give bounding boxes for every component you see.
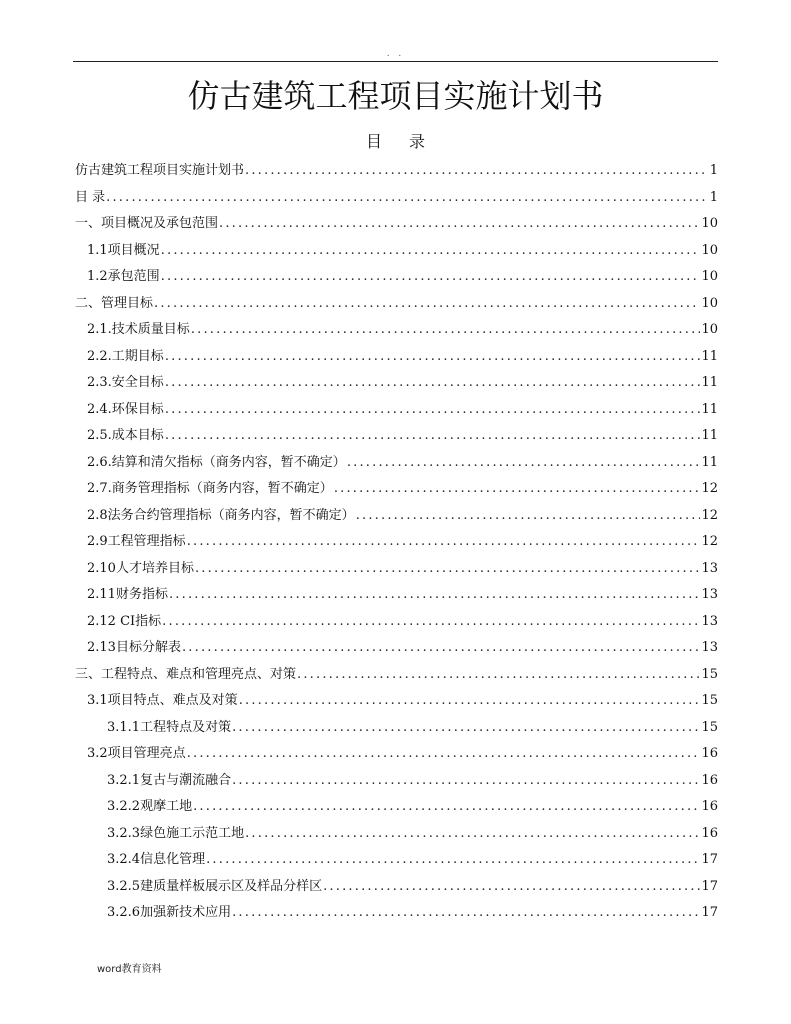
toc-entry-page-number: 17 (701, 852, 718, 867)
toc-entry-page-number: 10 (701, 216, 718, 231)
toc-entry-label: 二、管理目标 (75, 295, 154, 311)
toc-dot-leader (232, 768, 700, 795)
toc-entry[interactable] (73, 529, 718, 556)
toc-entry-label: 3.2.1复古与潮流融合 (107, 772, 232, 788)
toc-entry[interactable] (73, 211, 718, 238)
toc-entry[interactable] (73, 291, 718, 318)
toc-entry-label: 2.9工程管理指标 (87, 534, 186, 549)
toc-entry-page-number: 17 (701, 878, 718, 894)
toc-entry-page-number: 10 (701, 269, 718, 284)
toc-entry[interactable] (73, 238, 718, 265)
toc-entry-page-number: 11 (701, 348, 718, 364)
toc-dot-leader (106, 185, 707, 212)
toc-dot-leader (232, 715, 700, 742)
toc-entry[interactable] (73, 688, 718, 715)
toc-entry[interactable] (73, 609, 718, 636)
toc-dot-leader (161, 264, 701, 291)
toc-entry[interactable] (73, 821, 718, 848)
toc-entry[interactable] (73, 900, 718, 927)
page-header-mark: . . (386, 49, 405, 59)
toc-entry[interactable] (73, 370, 718, 397)
toc-entry-page-number: 10 (701, 295, 718, 311)
toc-entry-label: 3.2.3绿色施工示范工地 (107, 825, 245, 841)
toc-entry-page-number: 1 (709, 189, 718, 205)
toc-entry[interactable] (73, 741, 718, 768)
toc-entry-page-number: 16 (701, 825, 718, 841)
toc-entry[interactable] (73, 317, 718, 344)
toc-entry[interactable] (73, 582, 718, 609)
toc-dot-leader (187, 529, 701, 556)
toc-entry[interactable] (73, 556, 718, 583)
page-footer: word教育资料 (97, 964, 162, 975)
toc-entry-page-number: 10 (701, 322, 718, 337)
toc-entry[interactable] (73, 264, 718, 291)
toc-entry[interactable] (73, 874, 718, 901)
toc-entry-page-number: 15 (701, 719, 718, 735)
toc-heading: 目 录 (365, 132, 426, 151)
toc-entry-label: 2.2.工期目标 (87, 348, 164, 364)
toc-entry-page-number: 10 (701, 242, 718, 258)
toc-entry-label: 3.2.4信息化管理 (107, 852, 206, 867)
toc-entry-label: 2.7.商务管理指标（商务内容，暂不确定） (87, 481, 333, 496)
toc-entry-page-number: 12 (701, 481, 718, 496)
toc-entry-page-number: 13 (701, 587, 718, 602)
toc-entry[interactable] (73, 476, 718, 503)
toc-entry-label: 2.10人才培养目标 (87, 560, 194, 576)
toc-entry-page-number: 16 (701, 799, 718, 814)
toc-dot-leader (165, 397, 701, 424)
toc-entry-label: 2.4.环保目标 (87, 401, 164, 417)
toc-entry-page-number: 12 (701, 507, 718, 523)
toc-entry-label: 2.12 CI指标 (87, 613, 162, 629)
toc-entry-page-number: 15 (701, 693, 718, 708)
toc-dot-leader (187, 741, 701, 768)
toc-entry-page-number: 13 (701, 640, 718, 655)
toc-entry-label: 3.1项目特点、难点及对策 (87, 693, 238, 708)
toc-dot-leader (193, 794, 700, 821)
toc-entry-page-number: 11 (701, 454, 718, 470)
toc-entry[interactable] (73, 503, 718, 530)
toc-entry-label: 3.2.2观摩工地 (107, 799, 193, 814)
toc-dot-leader (245, 821, 700, 848)
toc-dot-leader (297, 662, 700, 689)
toc-dot-leader (219, 211, 700, 238)
toc-entry-page-number: 13 (701, 560, 718, 576)
toc-entry-label: 3.1.1工程特点及对策 (107, 719, 232, 735)
toc-entry-label: 3.2.5建质量样板展示区及样品分样区 (107, 878, 323, 894)
toc-entry-page-number: 1 (709, 163, 718, 178)
toc-entry[interactable] (73, 847, 718, 874)
toc-entry-label: 2.5.成本目标 (87, 428, 164, 443)
toc-entry-label: 3.2.6加强新技术应用 (107, 905, 232, 920)
toc-dot-leader (195, 556, 701, 583)
toc-dot-leader (161, 238, 701, 265)
toc-dot-leader (162, 609, 700, 636)
toc-entry-page-number: 15 (701, 666, 718, 682)
toc-dot-leader (165, 370, 701, 397)
toc-entry-page-number: 13 (701, 613, 718, 629)
toc-entry[interactable] (73, 662, 718, 689)
toc-entry-label: 1.2承包范围 (87, 269, 160, 284)
header-rule (73, 61, 718, 62)
toc-dot-leader (154, 291, 700, 318)
table-of-contents (73, 158, 718, 927)
toc-entry[interactable] (73, 158, 718, 185)
toc-entry-page-number: 16 (701, 746, 718, 761)
toc-entry[interactable] (73, 423, 718, 450)
toc-dot-leader (334, 476, 701, 503)
toc-entry-label: 3.2项目管理亮点 (87, 746, 186, 761)
toc-entry-page-number: 17 (701, 905, 718, 920)
toc-dot-leader (347, 450, 701, 477)
toc-entry-label: 2.1.技术质量目标 (87, 322, 190, 337)
toc-entry-label: 2.6.结算和清欠指标（商务内容，暂不确定） (87, 454, 346, 470)
toc-dot-leader (232, 900, 700, 927)
toc-entry-page-number: 11 (701, 375, 718, 390)
toc-dot-leader (206, 847, 700, 874)
toc-entry[interactable] (73, 450, 718, 477)
toc-entry[interactable] (73, 397, 718, 424)
toc-entry-page-number: 11 (701, 401, 718, 417)
toc-dot-leader (323, 874, 700, 901)
toc-entry-page-number: 11 (701, 428, 718, 443)
toc-entry[interactable] (73, 635, 718, 662)
toc-dot-leader (169, 582, 701, 609)
toc-entry-label: 一、项目概况及承包范围 (75, 216, 219, 231)
toc-entry[interactable] (73, 185, 718, 212)
toc-entry[interactable] (73, 344, 718, 371)
document-title: 仿古建筑工程项目实施计划书 (187, 77, 604, 115)
toc-entry-label: 1.1项目概况 (87, 242, 160, 258)
toc-entry-page-number: 12 (701, 534, 718, 549)
toc-dot-leader (245, 158, 707, 185)
toc-dot-leader (191, 317, 701, 344)
toc-entry-label: 2.8法务合约管理指标（商务内容，暂不确定） (87, 507, 355, 523)
toc-entry-label: 2.13目标分解表 (87, 640, 181, 655)
toc-dot-leader (356, 503, 701, 530)
toc-entry-label: 三、工程特点、难点和管理亮点、对策 (75, 666, 297, 682)
toc-entry-label: 目 录 (75, 189, 106, 205)
toc-entry-page-number: 16 (701, 772, 718, 788)
toc-dot-leader (165, 423, 701, 450)
toc-entry-label: 2.3.安全目标 (87, 375, 164, 390)
toc-entry-label: 仿古建筑工程项目实施计划书 (75, 163, 245, 178)
toc-entry[interactable] (73, 768, 718, 795)
toc-dot-leader (182, 635, 701, 662)
toc-entry-label: 2.11财务指标 (87, 587, 168, 602)
toc-entry[interactable] (73, 794, 718, 821)
toc-dot-leader (165, 344, 701, 371)
toc-dot-leader (239, 688, 701, 715)
toc-entry[interactable] (73, 715, 718, 742)
